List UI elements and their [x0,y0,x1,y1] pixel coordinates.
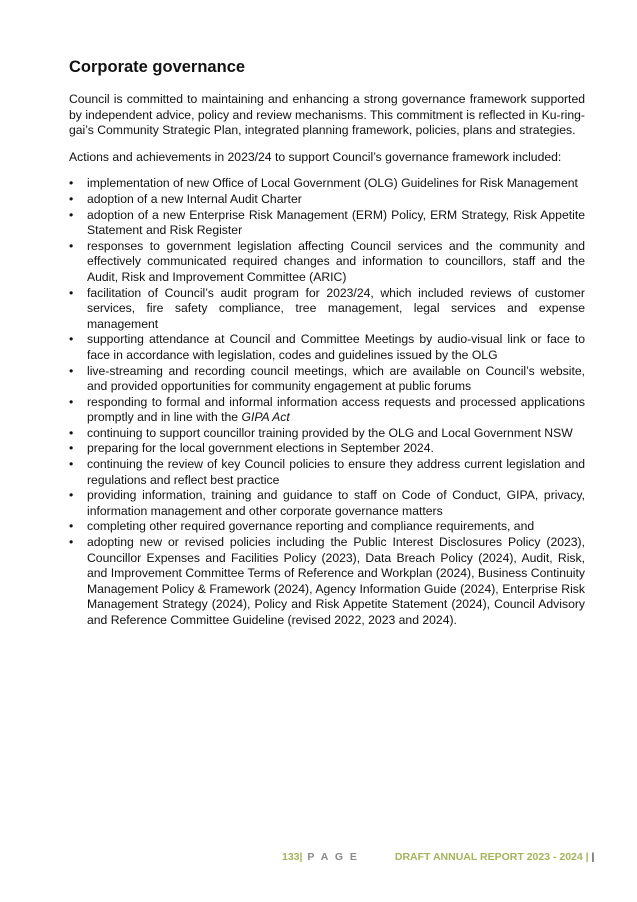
list-item-text: implementation of new Office of Local Government (OLG) Guidelines for Risk Management [87,176,578,191]
list-item-text: responding to formal and informal information access requests and processed applications promptly and in line with the [87,394,585,425]
list-item-text: providing information, training and guidance to staff on Code of Conduct, GIPA, privacy, information management and other corporate governance matters [87,488,585,518]
bullet-icon: • [69,176,74,191]
bullet-icon: • [69,535,74,550]
list-item [69,519,585,535]
list-item-text: adopting new or revised policies including the Public Interest Disclosures Policy (2023), Councillor Expenses and Facilities Policy (2023), Data Breach Policy (2024), Audit, Risk, and Improvement Committee Terms of Reference and Workplan (2024), Business Continuity Management Policy & Framework (2024), Agency Information Guide (2024), Enterprise Risk Management Strategy (2024), Policy and Risk Appetite Statement (2024), Council Advisory and Reference Committee Guideline (revised 2022, 2023 and 2024). [87,535,585,627]
list-item [69,239,585,286]
list-item-text: responses to government legislation affecting Council services and the community and effectively communicated required changes and information to councillors, staff and the Audit, Risk and Improvement Committee (ARIC) [87,238,585,284]
document-page [69,56,585,629]
bullet-icon: • [69,207,74,222]
list-item-text: adoption of a new Internal Audit Charter [87,191,302,206]
list-item-text: live-streaming and recording council meetings, which are available on Council’s website, and provided opportunities for community engagement at public forums [87,363,585,394]
list-item-text: facilitation of Council’s audit program for 2023/24, which included reviews of customer services, fire safety compliance, tree management, legal services and expense management [87,285,585,331]
bullet-icon: • [69,394,74,409]
bullet-icon: • [69,425,74,440]
list-item [69,457,585,488]
bullet-icon: • [69,285,74,300]
bullet-icon: • [69,457,74,472]
bullet-icon: • [69,363,74,378]
gipa-act-reference: GIPA Act [241,410,290,425]
bullet-icon: • [69,488,74,503]
list-item [69,488,585,519]
list-item [69,395,585,426]
list-item-text: preparing for the local government elections in September 2024. [87,441,434,456]
page-footer [282,851,594,863]
actions-intro-paragraph: Actions and achievements in 2023/24 to support Council’s governance framework included: [69,149,562,164]
report-title: DRAFT ANNUAL REPORT 2023 - 2024 | [394,851,589,863]
list-item-text: continuing the review of key Council policies to ensure they address current legislation and regulations and reflect best practice [87,457,585,487]
footer-end-bar: | [591,851,595,863]
achievements-list [69,176,585,628]
list-item [69,426,585,442]
section-heading: Corporate governance [69,58,246,76]
bullet-icon: • [69,519,74,534]
list-item-text: continuing to support councillor training provided by the OLG and Local Government NSW [87,425,573,440]
list-item [69,441,585,457]
bullet-icon: • [69,441,74,456]
bullet-icon: • [69,191,74,206]
intro-paragraph: Council is committed to maintaining and enhancing a strong governance framework supported by independent advice, policy and review mechanisms. This commitment is reflected in Ku-ring-gai’s Community Strategic Plan, integrated planning framework, policies, plans and strategies. [69,92,585,138]
page-label: P A G E [307,851,359,863]
list-item-text: supporting attendance at Council and Committee Meetings by audio-visual link or face to face in accordance with legislation, codes and guidelines issued by the OLG [87,332,585,362]
list-item [69,332,585,363]
list-item [69,208,585,239]
bullet-icon: • [69,238,74,253]
list-item [69,176,585,192]
list-item [69,535,585,629]
list-item [69,286,585,333]
list-item [69,364,585,395]
list-item-text: completing other required governance reporting and compliance requirements, and [87,519,535,534]
list-item-text: adoption of a new Enterprise Risk Management (ERM) Policy, ERM Strategy, Risk Appetite Statement and Risk Register [87,207,585,238]
bullet-icon: • [69,332,74,347]
page-number: 133| [282,851,303,863]
list-item [69,192,585,208]
